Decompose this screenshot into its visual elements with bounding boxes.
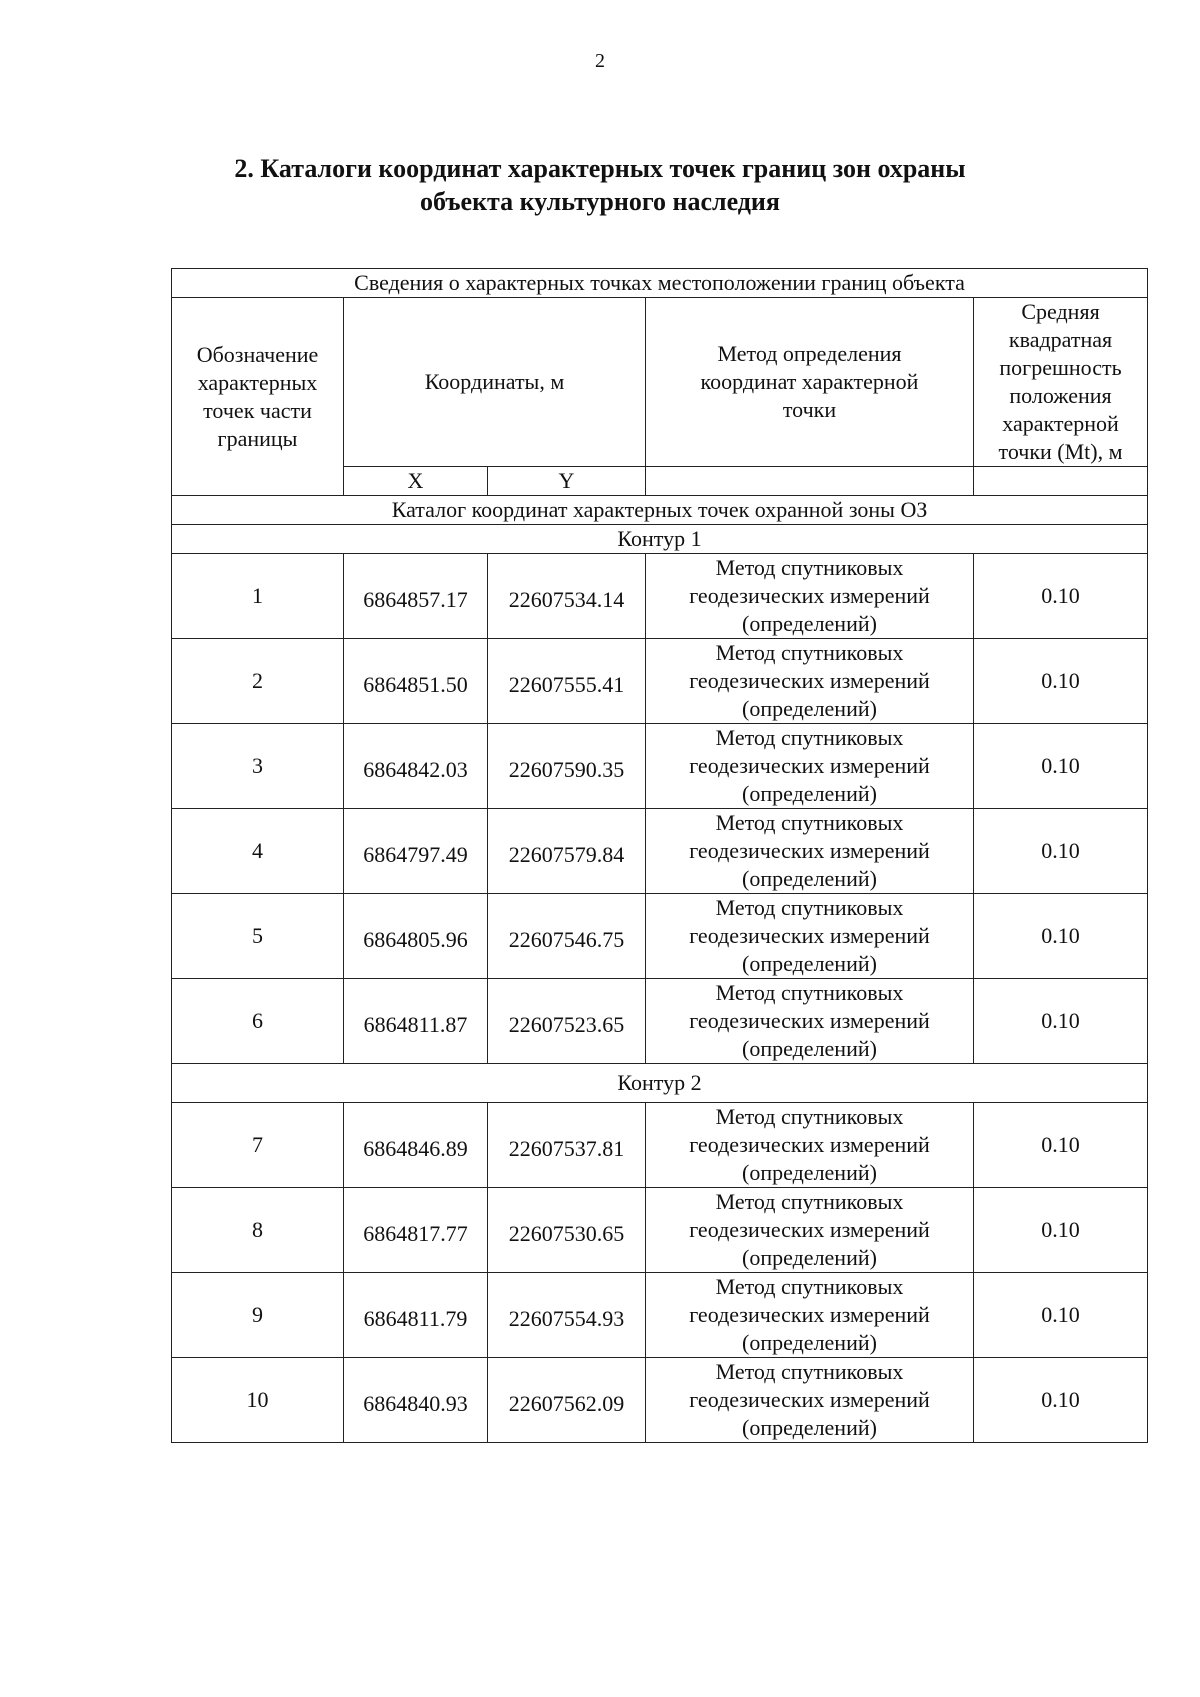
- table-row: [172, 1103, 1148, 1188]
- point-mt: 0.10: [974, 1103, 1148, 1188]
- point-method-line: геодезических измерений: [689, 1302, 930, 1327]
- header-designation-line: Обозначение: [196, 341, 319, 367]
- point-method: [646, 639, 974, 724]
- point-y: 22607534.14: [488, 554, 646, 639]
- point-x: 6864811.79: [344, 1273, 488, 1358]
- header-error-line: положения: [1009, 383, 1112, 408]
- point-id: 2: [172, 639, 344, 724]
- title-line-2: объекта культурного наследия: [420, 187, 780, 216]
- header-method-line: координат характерной: [700, 369, 919, 394]
- header-error-line: Средняя: [1021, 299, 1100, 324]
- point-mt: 0.10: [974, 724, 1148, 809]
- contour-label: Контур 2: [172, 1064, 1148, 1103]
- table-row: [172, 809, 1148, 894]
- table-row: [172, 1273, 1148, 1358]
- point-y: 22607555.41: [488, 639, 646, 724]
- contour-row: [172, 525, 1148, 554]
- point-method-line: геодезических измерений: [689, 1008, 930, 1033]
- table-row: [172, 894, 1148, 979]
- point-y: 22607523.65: [488, 979, 646, 1064]
- catalog-title-row: [172, 496, 1148, 525]
- point-method-line: Метод спутниковых: [715, 1359, 904, 1384]
- point-id: 5: [172, 894, 344, 979]
- point-method-line: Метод спутниковых: [715, 1189, 904, 1214]
- point-method-line: геодезических измерений: [689, 1132, 930, 1157]
- point-method-line: Метод спутниковых: [715, 1274, 904, 1299]
- point-x: 6864811.87: [344, 979, 488, 1064]
- contour-label: Контур 1: [172, 525, 1148, 554]
- point-method-line: Метод спутниковых: [715, 725, 904, 750]
- point-y: 22607579.84: [488, 809, 646, 894]
- document-title: [0, 152, 1200, 218]
- header-error-line: точки (Mt), м: [998, 439, 1123, 464]
- point-method-line: геодезических измерений: [689, 1217, 930, 1242]
- point-id: 8: [172, 1188, 344, 1273]
- point-method-line: (определений): [742, 1160, 877, 1185]
- point-method-line: геодезических измерений: [689, 753, 930, 778]
- header-designation-line: границы: [217, 425, 298, 451]
- point-method: [646, 1188, 974, 1273]
- point-x: 6864851.50: [344, 639, 488, 724]
- contour-row: [172, 1064, 1148, 1103]
- header-designation: [172, 298, 344, 496]
- point-method: [646, 1273, 974, 1358]
- table-row: [172, 554, 1148, 639]
- point-id: 3: [172, 724, 344, 809]
- point-y: 22607554.93: [488, 1273, 646, 1358]
- point-id: 1: [172, 554, 344, 639]
- point-method-line: (определений): [742, 1245, 877, 1270]
- catalog-title: Каталог координат характерных точек охранной зоны ОЗ: [172, 496, 1148, 525]
- point-mt: 0.10: [974, 979, 1148, 1064]
- point-method-line: (определений): [742, 1330, 877, 1355]
- point-mt: 0.10: [974, 1358, 1148, 1443]
- point-x: 6864805.96: [344, 894, 488, 979]
- point-method: [646, 979, 974, 1064]
- point-x: 6864842.03: [344, 724, 488, 809]
- header-y: Y: [488, 467, 646, 496]
- point-id: 7: [172, 1103, 344, 1188]
- point-method-line: геодезических измерений: [689, 668, 930, 693]
- title-line-1: 2. Каталоги координат характерных точек границ зон охраны: [234, 154, 966, 183]
- point-method: [646, 554, 974, 639]
- point-method: [646, 1358, 974, 1443]
- header-error-empty: [974, 467, 1148, 496]
- point-method-line: (определений): [742, 781, 877, 806]
- header-coordinates: Координаты, м: [344, 298, 646, 467]
- table-header-row: [172, 298, 1148, 467]
- header-error: [974, 298, 1148, 467]
- point-method-line: (определений): [742, 951, 877, 976]
- point-method: [646, 1103, 974, 1188]
- point-method: [646, 724, 974, 809]
- point-mt: 0.10: [974, 639, 1148, 724]
- table-row: [172, 979, 1148, 1064]
- point-mt: 0.10: [974, 1273, 1148, 1358]
- page-number: 2: [595, 50, 605, 72]
- point-id: 6: [172, 979, 344, 1064]
- point-mt: 0.10: [974, 809, 1148, 894]
- point-method-line: Метод спутниковых: [715, 810, 904, 835]
- point-method-line: (определений): [742, 611, 877, 636]
- point-method-line: (определений): [742, 1415, 877, 1440]
- point-method-line: (определений): [742, 696, 877, 721]
- point-y: 22607562.09: [488, 1358, 646, 1443]
- point-method-line: (определений): [742, 866, 877, 891]
- point-method-line: Метод спутниковых: [715, 980, 904, 1005]
- point-method-line: геодезических измерений: [689, 923, 930, 948]
- header-x: X: [344, 467, 488, 496]
- point-x: 6864840.93: [344, 1358, 488, 1443]
- header-error-line: квадратная: [1008, 327, 1113, 352]
- point-mt: 0.10: [974, 554, 1148, 639]
- point-method: [646, 809, 974, 894]
- point-x: 6864817.77: [344, 1188, 488, 1273]
- coordinates-table: [171, 268, 1148, 1443]
- point-x: 6864857.17: [344, 554, 488, 639]
- point-y: 22607530.65: [488, 1188, 646, 1273]
- point-y: 22607546.75: [488, 894, 646, 979]
- point-mt: 0.10: [974, 894, 1148, 979]
- point-y: 22607590.35: [488, 724, 646, 809]
- header-method-line: Метод определения: [717, 341, 902, 366]
- point-id: 10: [172, 1358, 344, 1443]
- table-caption-row: [172, 269, 1148, 298]
- point-method-line: Метод спутниковых: [715, 1104, 904, 1129]
- table-row: [172, 1188, 1148, 1273]
- point-x: 6864846.89: [344, 1103, 488, 1188]
- header-error-line: характерной: [1002, 411, 1119, 436]
- point-method-line: Метод спутниковых: [715, 895, 904, 920]
- header-designation-line: характерных: [197, 369, 318, 395]
- table-row: [172, 1358, 1148, 1443]
- table-caption: Сведения о характерных точках местоположении границ объекта: [172, 269, 1148, 298]
- header-error-line: погрешность: [999, 355, 1122, 380]
- point-id: 4: [172, 809, 344, 894]
- point-method-line: Метод спутниковых: [715, 555, 904, 580]
- header-designation-line: точек части: [203, 397, 312, 423]
- header-method-empty: [646, 467, 974, 496]
- point-method-line: Метод спутниковых: [715, 640, 904, 665]
- header-method: [646, 298, 974, 467]
- point-y: 22607537.81: [488, 1103, 646, 1188]
- point-id: 9: [172, 1273, 344, 1358]
- point-method: [646, 894, 974, 979]
- table-row: [172, 724, 1148, 809]
- point-mt: 0.10: [974, 1188, 1148, 1273]
- point-method-line: геодезических измерений: [689, 1387, 930, 1412]
- table-row: [172, 639, 1148, 724]
- point-method-line: (определений): [742, 1036, 877, 1061]
- point-method-line: геодезических измерений: [689, 583, 930, 608]
- point-method-line: геодезических измерений: [689, 838, 930, 863]
- header-method-line: точки: [782, 397, 837, 422]
- point-x: 6864797.49: [344, 809, 488, 894]
